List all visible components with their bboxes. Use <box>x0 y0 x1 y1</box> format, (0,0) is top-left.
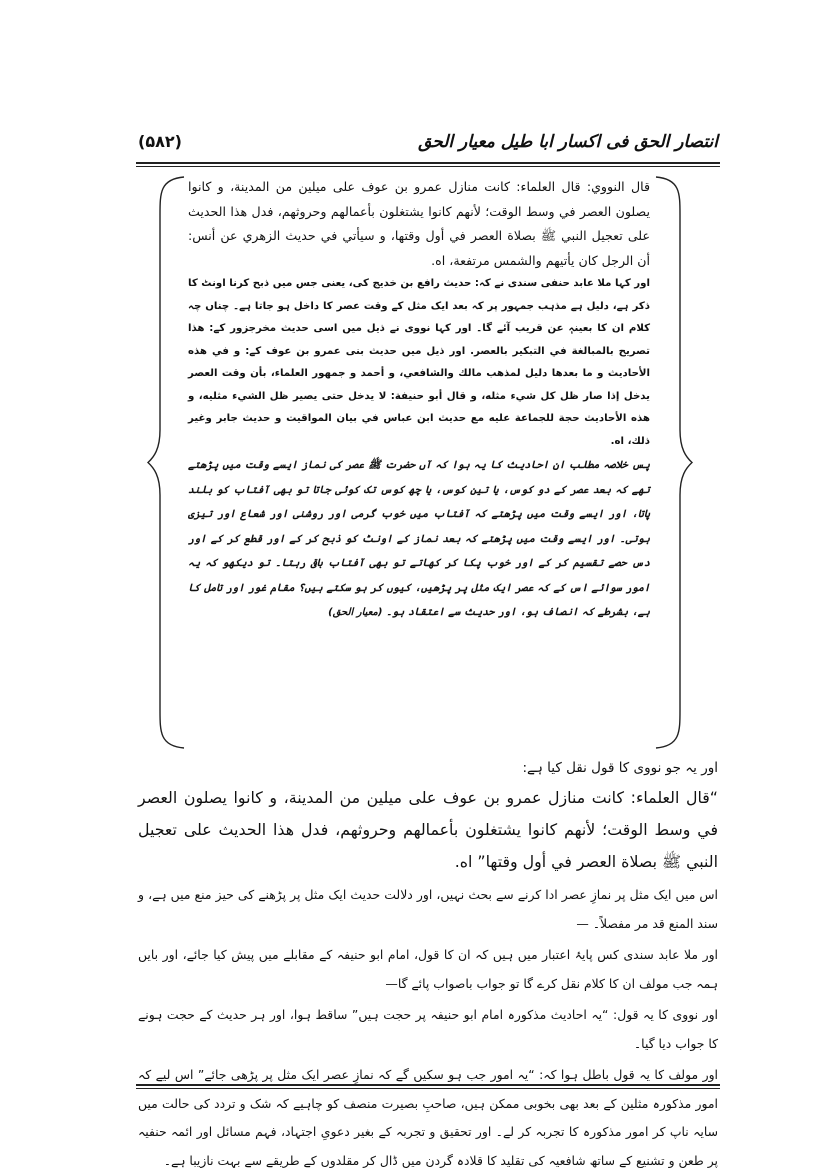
paragraph-2: اور ملا عابد سندی کس پایۂ اعتبار میں ہیں کہ ان کا قول، امام ابو حنیفہ کے مقابلے میں پیش کیا جائے، اور بایں ہمہ جب مولف ان کا کلام نقل کرے گا تو جواب باصواب پائے گا— <box>138 947 718 991</box>
source-reference: (معیار الحق) <box>328 607 383 618</box>
header-rule <box>136 162 720 167</box>
left-brace-icon <box>146 175 186 750</box>
page-number: (۵۸۲) <box>138 132 182 151</box>
footer-rule <box>136 1084 720 1089</box>
right-brace-icon <box>654 175 694 750</box>
intro-line: اور یہ جو نووی کا قول نقل کیا ہے: <box>522 760 718 776</box>
main-text <box>138 754 718 1175</box>
quote-paragraph-abid-sindi: اور کہا ملا عابد حنفی سندی نے کہ: حدیث رافع بن خدیج کی، یعنی جس میں ذبح کرنا اونٹ کا ذکر ہے، دلیل ہے مذہب جمہور پر کہ بعد ایک مثل کے وقت عصر کا داخل ہو جاتا ہے۔ چناں چہ کلام ان کا بعینہٖ عن قریب آئے گا۔ اور کہا نووی نے ذیل میں اسی حدیث مخرجزور کے: هذا تصريح بالمبالغة في التبكير بالعصر. اور ذیل میں حدیث بنی عمرو بن عوف کے: و في هذه الأحاديث و ما بعدها دليل لمذهب مالك والشافعي، و أحمد و جمهور العلماء، بأن وقت العصر يدخل إذا صار ظل كل شيء مثله، و قال أبو حنيفة: لا يدخل حتى يصير ظل الشيء مثليه، و هذه الأحاديث حجة للجماعة عليه مع حديث ابن عباس في بيان المواقيت و حديث جابر وغير ذلك، اه. <box>188 278 650 447</box>
page-header <box>138 128 718 158</box>
paragraph-4: اور مولف کا یہ قول باطل ہوا کہ: “یہ امور جب ہو سکیں گے کہ نمازِ عصر ایک مثل پر پڑھی جائے” اس لیے کہ امور مذکورہ مثلین کے بعد بھی بخوبی ممکن ہیں، صاحبِ بصیرت منصف کو چاہیے کہ شک و تردد کی حالت میں سایہ ناپ کر امور مذکورہ کا تجربہ کر لے۔ اور تحقیق و تجربہ کے بغیر دعویِ اجتہاد، فہم مسائل اور ائمہ حنفیہ پر طعن و تشنیع کے ساتھ شافعیہ کی تقلید کا قلادہ گردن میں ڈال کر مقلدوں کے طریقے سے بہت نازیبا ہے۔ <box>138 1067 718 1168</box>
arabic-quotation: “قال العلماء: كانت منازل عمرو بن عوف على ميلين من المدينة، و كانوا يصلون العصر في وسط الوقت؛ لأنهم كانوا يشتغلون بأعمالهم وحروثهم، فدل هذا الحديث على تعجيل النبي ﷺ بصلاة العصر في أول وقتها” اه. <box>138 788 718 871</box>
summary-text: پس خلاصہ مطلب ان احادیث کا یہ ہوا کہ آں حضرت ﷺ عصر کی نماز ایسے وقت میں پڑھتے تھے کہ بعد عصر کے دو کوس، یا تین کوس، یا چھ کوس تک کوئی جاتا تو بھی آفتاب کو بلند پاتا، اور ایسے وقت میں پڑھتے کہ آفتاب میں خوب گرمی اور روشنی اور شعاع اور تیزی ہوتی۔ اور ایسے وقت میں پڑھتے کہ بعد نماز کے اونٹ کو ذبح کر کے اور قطع کر کے اور دس حصے تقسیم کر کے اور خوب پکا کر کھاتے تو بھی آفتاب باقی رہتا۔ تو دیکھو کہ یہ امور سوائے اس کے کہ عصر ایک مثل پر پڑھیں، کیوں کر ہو سکتے ہیں؟ مقام غور اور تامل کا ہے، بشرطے کہ انصاف ہو، اور حدیث سے اعتقاد ہو۔ <box>188 459 650 618</box>
quote-paragraph-nawawi: قال النووي: قال العلماء: كانت منازل عمرو بن عوف على ميلين من المدينة، و كانوا يصلون العصر في وسط الوقت؛ لأنهم كانوا يشتغلون بأعمالهم وحروثهم، فدل هذا الحديث على تعجيل النبي ﷺ بصلاة العصر في أول وقتها، و سيأتي في حديث الزهري عن أنس: أن الرجل كان يأتيهم والشمس مرتفعة، اه. <box>188 179 650 268</box>
paragraph-3: اور نووی کا یہ قول: “یہ احادیث مذکورہ امام ابو حنیفہ پر حجت ہیں” ساقط ہوا، اور ہر حدیث کے حجت ہونے کا جواب دیا گیا۔ <box>138 1007 718 1051</box>
quote-paragraph-summary <box>188 453 650 626</box>
quoted-passage-box <box>188 175 650 750</box>
paragraph-1: اس میں ایک مثل پر نمازِ عصر ادا کرنے سے بحث نہیں، اور دلالت حدیث ایک مثل پر پڑھنے کی حیز منع میں ہے، و سند المنع قد مر مفصلاً۔ — <box>138 887 718 931</box>
running-title: انتصار الحق فى اکسار ابا طیل معیار الحق <box>418 132 718 152</box>
